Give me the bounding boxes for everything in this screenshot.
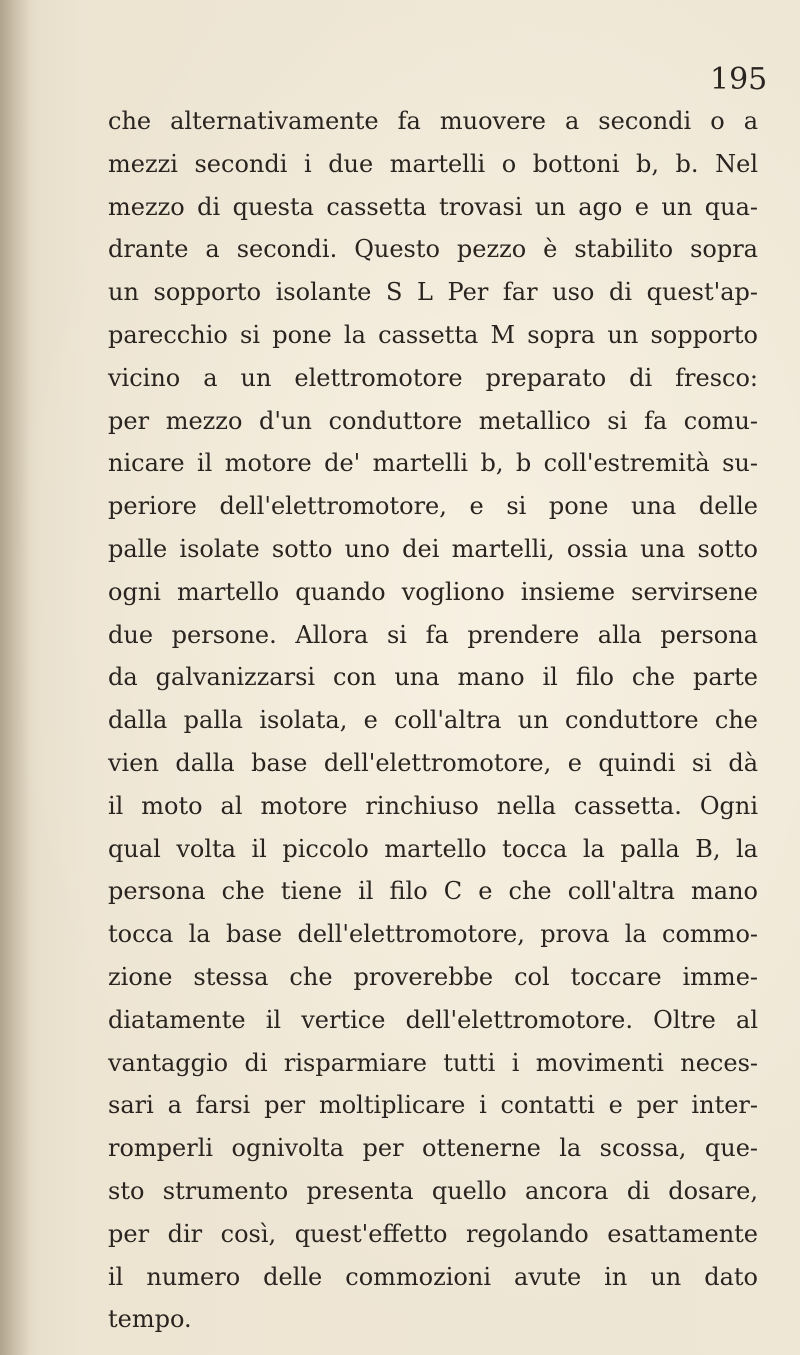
text-line: vantaggio di risparmiare tutti i movimenti neces- (108, 1048, 758, 1077)
text-line: parecchio si pone la cassetta M sopra un sopporto (108, 320, 758, 349)
body-text (108, 100, 758, 1341)
text-line: ogni martello quando vogliono insieme servirsene (108, 577, 758, 606)
text-line: qual volta il piccolo martello tocca la palla B, la (108, 834, 758, 863)
text-line: tempo. (108, 1305, 192, 1334)
text-line: che alternativamente fa muovere a secondi o a (108, 107, 758, 135)
page-gutter-shadow (0, 0, 30, 1355)
text-line: periore dell'elettromotore, e si pone una delle (108, 492, 758, 521)
text-line: dalla palla isolata, e coll'altra un conduttore che (108, 706, 758, 735)
text-line: sto strumento presenta quello ancora di dosare, (108, 1176, 758, 1205)
page-number: 195 (710, 62, 768, 97)
text-line: due persone. Allora si fa prendere alla persona (108, 620, 758, 649)
text-line: il moto al motore rinchiuso nella cassetta. Ogni (108, 791, 758, 820)
text-line: nicare il motore de' martelli b, b coll'estremità su- (108, 449, 758, 478)
text-line: un sopporto isolante S L Per far uso di quest'ap- (108, 278, 758, 307)
text-line: palle isolate sotto uno dei martelli, ossia una sotto (108, 534, 758, 563)
text-line: mezzi secondi i due martelli o bottoni b, b. Nel (108, 149, 758, 178)
text-line: vien dalla base dell'elettromotore, e quindi si dà (108, 748, 758, 777)
text-line: da galvanizzarsi con una mano il filo che parte (108, 663, 758, 692)
text-line: drante a secondi. Questo pezzo è stabilito sopra (108, 235, 758, 264)
text-line: tocca la base dell'elettromotore, prova la commo- (108, 920, 758, 949)
text-line: diatamente il vertice dell'elettromotore. Oltre al (108, 1005, 758, 1034)
text-line: sari a farsi per moltiplicare i contatti e per inter- (108, 1091, 758, 1120)
text-line: il numero delle commozioni avute in un dato (108, 1262, 758, 1291)
text-line: zione stessa che proverebbe col toccare imme- (108, 962, 758, 991)
text-line: persona che tiene il filo C e che coll'altra mano (108, 877, 758, 906)
text-line: vicino a un elettromotore preparato di fresco: (108, 363, 758, 392)
text-line: romperli ognivolta per ottenerne la scossa, que- (108, 1134, 758, 1163)
text-line: per dir così, quest'effetto regolando esattamente (108, 1219, 758, 1248)
text-line: per mezzo d'un conduttore metallico si fa comu- (108, 406, 758, 435)
text-line: mezzo di questa cassetta trovasi un ago e un qua- (108, 192, 758, 221)
